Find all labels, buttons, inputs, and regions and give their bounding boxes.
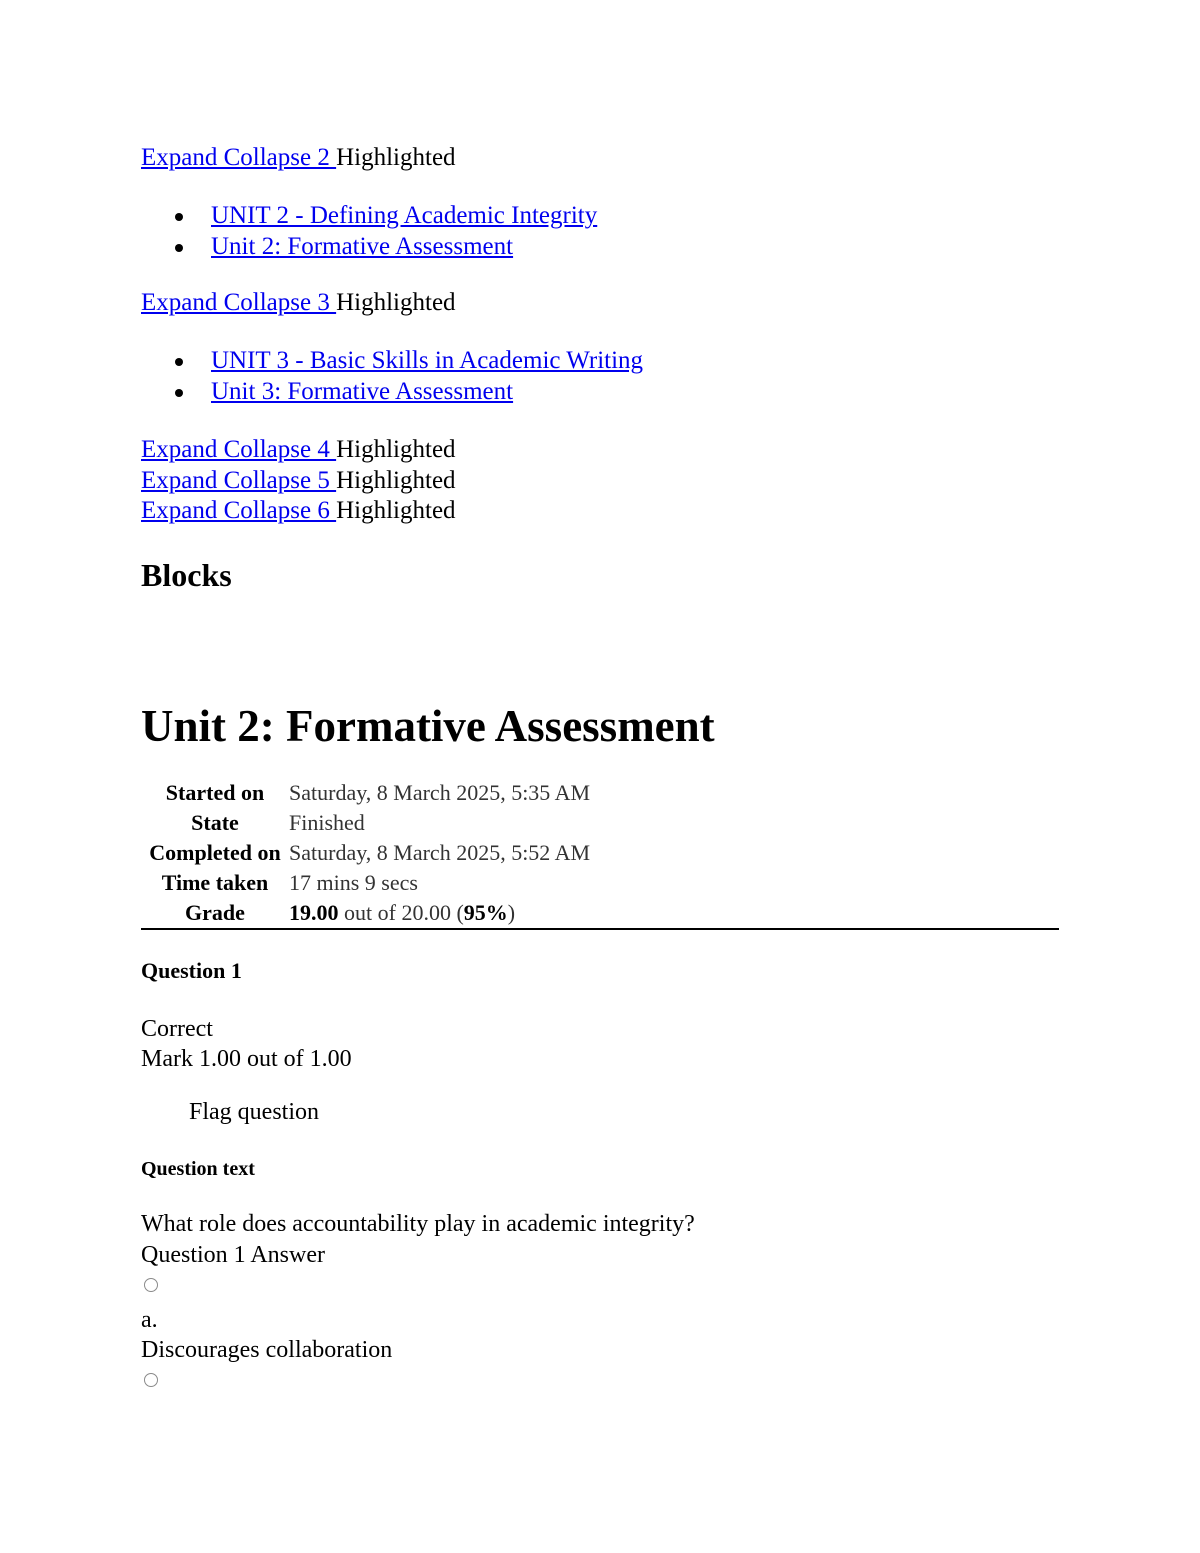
expand-collapse-3-link[interactable]: Expand Collapse 3 bbox=[141, 289, 337, 316]
section-2-list bbox=[141, 201, 597, 262]
quiz-summary-table bbox=[141, 778, 1059, 930]
expand-collapse-4-link[interactable]: Expand Collapse 4 bbox=[141, 436, 337, 463]
section-6-header bbox=[141, 496, 456, 526]
list-item bbox=[141, 346, 643, 377]
completed-on-label: Completed on bbox=[149, 840, 281, 865]
grade-close: ) bbox=[507, 900, 516, 925]
started-on-value: Saturday, 8 March 2025, 5:35 AM bbox=[289, 780, 591, 805]
section-4-highlighted: Highlighted bbox=[336, 436, 456, 463]
question-text: What role does accountability play in academic integrity? bbox=[141, 1211, 695, 1237]
section-3-header bbox=[141, 288, 456, 318]
time-taken-value: 17 mins 9 secs bbox=[289, 870, 418, 895]
summary-row-started bbox=[141, 778, 1059, 808]
completed-on-value: Saturday, 8 March 2025, 5:52 AM bbox=[289, 840, 591, 865]
answer-a-text: Discourages collaboration bbox=[141, 1337, 393, 1363]
list-item bbox=[141, 377, 643, 408]
blocks-heading: Blocks bbox=[141, 557, 232, 593]
expand-collapse-6-link[interactable]: Expand Collapse 6 bbox=[141, 497, 337, 524]
expand-collapse-2-link[interactable]: Expand Collapse 2 bbox=[141, 144, 337, 171]
unit-2-formative-link[interactable]: Unit 2: Formative Assessment bbox=[211, 232, 514, 260]
summary-row-state bbox=[141, 808, 1059, 838]
grade-percent: 95% bbox=[463, 900, 508, 925]
flag-question-button[interactable]: Flag question bbox=[189, 1099, 319, 1125]
unit-3-basic-skills-link[interactable]: UNIT 3 - Basic Skills in Academic Writing bbox=[211, 347, 644, 374]
answer-a-radio[interactable] bbox=[144, 1278, 158, 1292]
question-heading: Question 1 bbox=[141, 958, 242, 983]
section-6-highlighted: Highlighted bbox=[336, 497, 456, 524]
question-mark: Mark 1.00 out of 1.00 bbox=[141, 1046, 352, 1072]
summary-row-time bbox=[141, 868, 1059, 898]
question-status: Correct bbox=[141, 1016, 213, 1042]
started-on-label: Started on bbox=[165, 780, 265, 805]
section-2-highlighted: Highlighted bbox=[336, 144, 456, 171]
section-5-header bbox=[141, 466, 456, 496]
list-item bbox=[141, 232, 597, 263]
grade-label: Grade bbox=[141, 898, 289, 929]
state-label: State bbox=[191, 810, 239, 835]
list-item bbox=[141, 201, 597, 232]
section-5-highlighted: Highlighted bbox=[336, 467, 456, 494]
section-4-header bbox=[141, 435, 456, 465]
grade-out-of: out of 20.00 ( bbox=[338, 900, 464, 925]
grade-value bbox=[289, 898, 1059, 929]
section-3-highlighted: Highlighted bbox=[336, 289, 456, 316]
answer-b-radio[interactable] bbox=[144, 1373, 158, 1387]
time-taken-label: Time taken bbox=[161, 870, 269, 895]
section-2-header bbox=[141, 143, 456, 173]
summary-row-grade bbox=[141, 898, 1059, 929]
question-text-label: Question text bbox=[141, 1158, 255, 1180]
expand-collapse-5-link[interactable]: Expand Collapse 5 bbox=[141, 467, 337, 494]
grade-score: 19.00 bbox=[289, 900, 339, 925]
answer-a-letter: a. bbox=[141, 1307, 158, 1333]
unit-3-formative-link[interactable]: Unit 3: Formative Assessment bbox=[211, 377, 514, 405]
answer-label: Question 1 Answer bbox=[141, 1242, 325, 1268]
unit-2-defining-link[interactable]: UNIT 2 - Defining Academic Integrity bbox=[211, 202, 598, 229]
page-title: Unit 2: Formative Assessment bbox=[141, 701, 715, 751]
section-3-list bbox=[141, 346, 643, 407]
summary-row-completed bbox=[141, 838, 1059, 868]
state-value: Finished bbox=[289, 810, 365, 835]
